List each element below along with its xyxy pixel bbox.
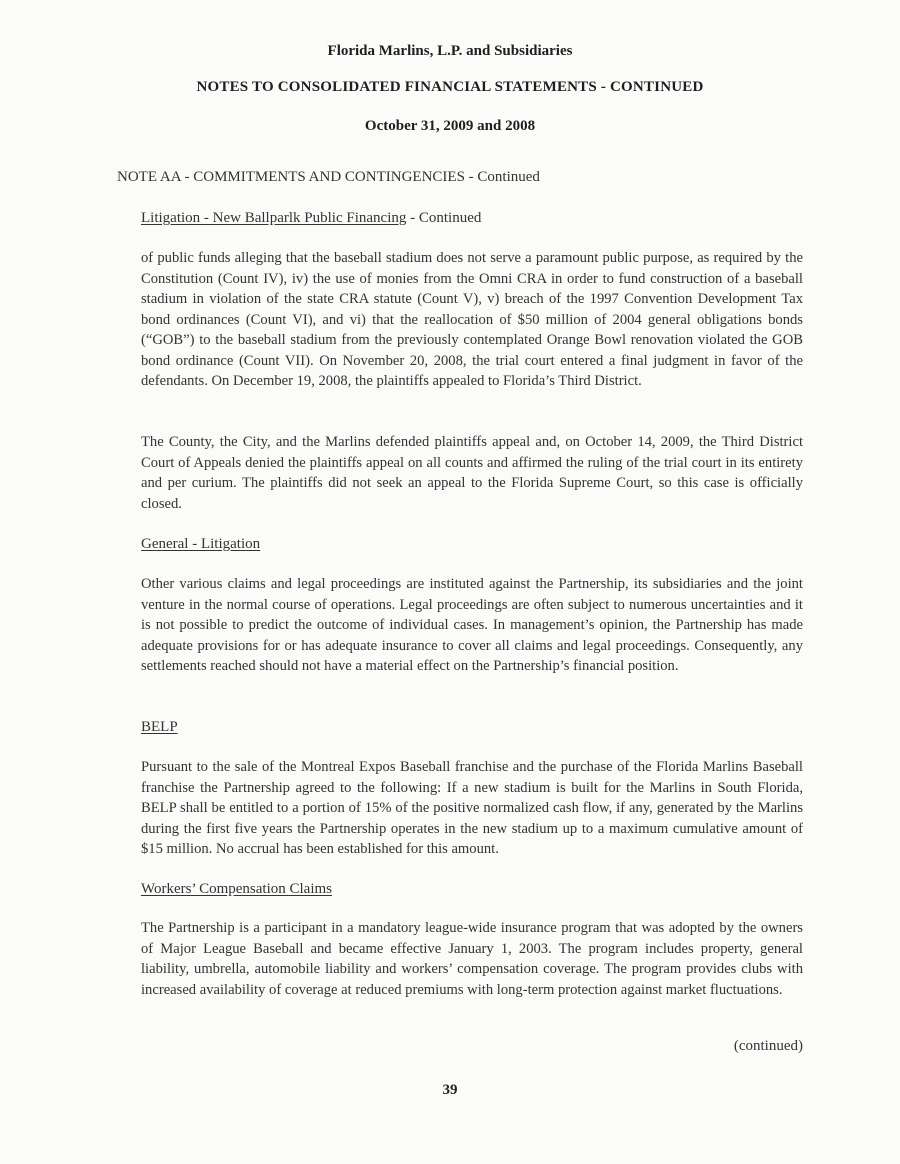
paragraph-workers-compensation: The Partnership is a participant in a mandatory league-wide insurance program that was adopted by the owners of Major League Baseball and became effective January 1, 2003. The program includes property, general liability, umbrella, automobile liability and workers’ compensation coverage. The program provides clubs with increased availability of coverage at reduced premiums with long-term protection against market fluctuations.	[141, 920, 803, 998]
section-heading-underlined: General - Litigation	[141, 536, 261, 552]
paragraph-litigation-1: of public funds alleging that the baseball stadium does not serve a paramount public purpose, as required by the Constitution (Count IV), iv) the use of monies from the Omni CRA in order to fund construction of a baseball stadium in violation of the state CRA statute (Count V), v) breach of the 1997 Convention Development Tax bond ordinances (Count VI), and vi) that the reallocation of $50 million of 2004 general obligations bonds (“GOB”) to the baseball stadium from the previously contemplated Orange Bowl renovation violated the GOB bond ordinance (Count VII). On November 20, 2008, the trial court entered a final judgment in favor of the defendants. On December 19, 2008, the plaintiffs appealed to Florida’s Third District.	[141, 250, 803, 389]
continued-label: (continued)	[733, 1038, 803, 1054]
section-heading-general-litigation	[141, 536, 260, 553]
section-heading-belp	[141, 719, 178, 736]
section-heading-suffix: - Continued	[406, 210, 482, 226]
section-heading-workers-compensation	[141, 881, 332, 898]
page-number: 39	[442, 1082, 458, 1098]
paragraph-general-litigation: Other various claims and legal proceedings are instituted against the Partnership, its subsidiaries and the joint venture in the normal course of operations. Legal proceedings are often subject to numerous uncertainties and it is not possible to predict the outcome of individual cases. In management’s opinion, the Partnership has made adequate provisions for or has adequate insurance to cover all claims and legal proceedings. Consequently, any settlements reached should not have a material effect on the Partnership’s financial position.	[141, 576, 803, 674]
section-heading-underlined: BELP	[141, 719, 178, 735]
paragraph-litigation-2: The County, the City, and the Marlins defended plaintiffs appeal and, on October 14, 2009, the Third District Court of Appeals denied the plaintiffs appeal on all counts and affirmed the ruling of the trial court in its entirety and per curium. The plaintiffs did not seek an appeal to the Florida Supreme Court, so this case is officially closed.	[141, 434, 803, 512]
report-date: October 31, 2009 and 2008	[364, 118, 536, 134]
paragraph-belp: Pursuant to the sale of the Montreal Expos Baseball franchise and the purchase of the Florida Marlins Baseball franchise the Partnership agreed to the following: If a new stadium is built for the Marlins in South Florida, BELP shall be entitled to a portion of 15% of the positive normalized cash flow, if any, generated by the Marlins during the first five years the Partnership operates in the new stadium up to a maximum cumulative amount of $15 million. No accrual has been established for this amount.	[141, 759, 803, 857]
note-title: NOTE AA - COMMITMENTS AND CONTINGENCIES - Continued	[117, 169, 540, 185]
section-heading-underlined: Litigation - New Ballparlk Public Financing	[141, 210, 407, 226]
section-heading-underlined: Workers’ Compensation Claims	[141, 881, 332, 897]
report-title: NOTES TO CONSOLIDATED FINANCIAL STATEMENTS - CONTINUED	[196, 79, 704, 95]
section-heading-litigation-ballpark	[141, 210, 481, 227]
company-name: Florida Marlins, L.P. and Subsidiaries	[327, 43, 573, 59]
